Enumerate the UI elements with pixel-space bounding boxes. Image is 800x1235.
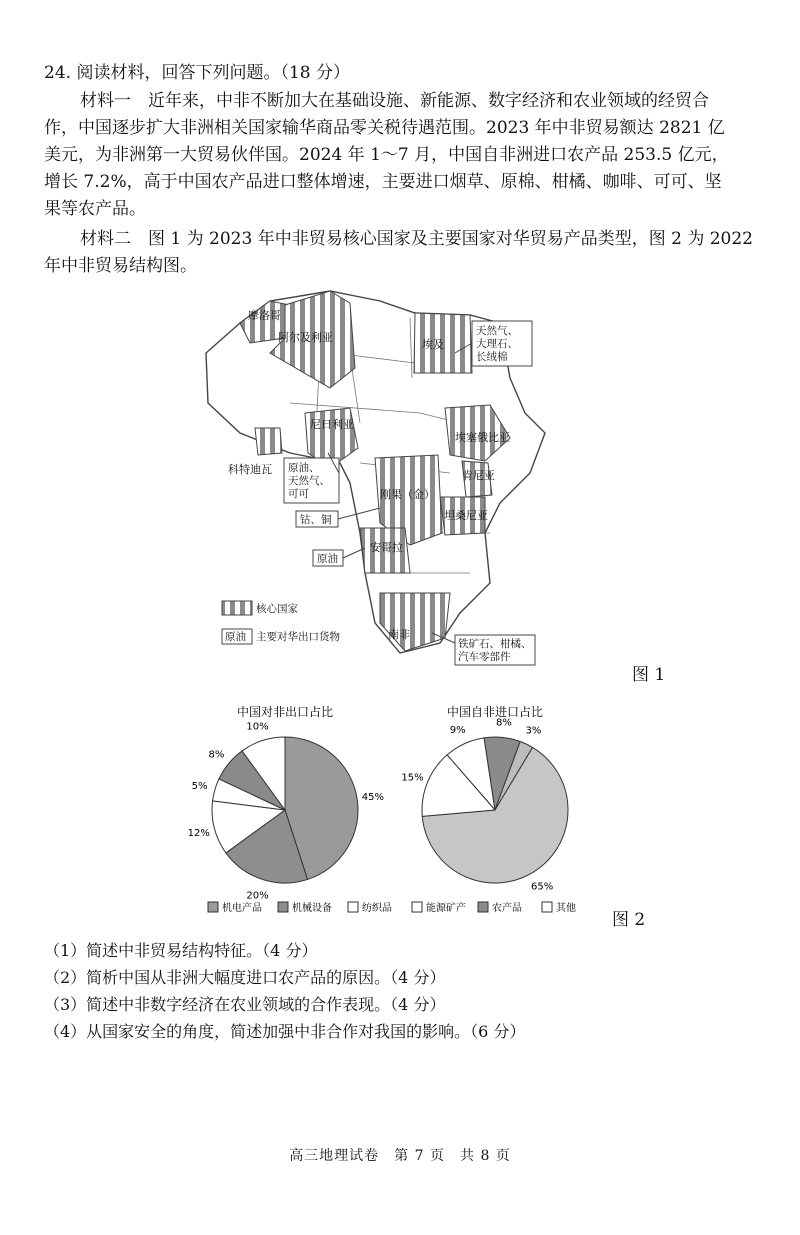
material1-line2: 作，中国逐步扩大非洲相关国家输华商品零关税待遇范围。2023 年中非贸易额达 2821 亿: [44, 118, 725, 138]
label-drc: 刚果（金）: [380, 488, 435, 501]
southafrica-goods-2: 汽车零部件: [458, 651, 511, 663]
legend-swatch-农产品: [478, 902, 488, 912]
legend-label-能源矿产: 能源矿产: [426, 903, 466, 914]
pie-value-label: 15%: [401, 772, 424, 784]
label-tanzania: 坦桑尼亚: [444, 509, 488, 522]
legend-label-纺织品: 纺织品: [362, 903, 392, 914]
legend-core-label: 核心国家: [256, 603, 298, 615]
pie-import: [401, 717, 568, 892]
legend-swatch-纺织品: [348, 902, 358, 912]
figure2-label: 图 2: [612, 910, 646, 930]
legend-swatch-其他: [542, 902, 552, 912]
trade-pie-charts: [180, 700, 600, 925]
southafrica-goods-1: 铁矿石、柑橘、: [458, 638, 532, 650]
nigeria-goods-2: 天然气、: [288, 475, 330, 487]
pie-legend: [208, 901, 576, 914]
pie-value-label: 9%: [449, 725, 466, 737]
material1-line5: 果等农产品。: [44, 199, 146, 219]
legend-label-机电产品: 机电产品: [222, 903, 262, 914]
legend-core-swatch: [222, 601, 252, 615]
pie-value-label: 5%: [191, 781, 208, 793]
figure1-label: 图 1: [632, 665, 666, 685]
sub-question-4: （4）从国家安全的角度，简述加强中非合作对我国的影响。（6 分）: [44, 1022, 526, 1041]
legend-swatch-机电产品: [208, 902, 218, 912]
label-southafrica: 南非: [388, 628, 410, 641]
pie-import-title: 中国自非进口占比: [446, 705, 544, 719]
label-ethiopia: 埃塞俄比亚: [455, 431, 510, 444]
pie-value-label: 3%: [525, 725, 542, 737]
pie-value-label: 20%: [246, 890, 269, 902]
label-egypt: 埃及: [422, 338, 444, 351]
legend-label-机械设备: 机械设备: [292, 903, 332, 914]
drc-goods: 钴、铜: [300, 514, 332, 526]
egypt-goods-1: 天然气、: [476, 325, 518, 337]
pie-export-title: 中国对非出口占比: [236, 705, 334, 719]
pie-value-label: 10%: [246, 721, 269, 733]
legend-swatch-机械设备: [278, 902, 288, 912]
question-header: 24. 阅读材料，回答下列问题。（18 分）: [44, 63, 350, 83]
egypt-goods-3: 长绒棉: [476, 351, 508, 363]
sub-question-2: （2）简析中国从非洲大幅度进口农产品的原因。（4 分）: [44, 968, 446, 987]
material1-line4: 增长 7.2%，高于中国农产品进口整体增速，主要进口烟草、原棉、柑橘、咖啡、可可、坚: [44, 172, 722, 192]
legend-label-农产品: 农产品: [492, 903, 522, 914]
nigeria-goods-3: 可可: [288, 488, 309, 500]
pie-value-label: 12%: [187, 828, 210, 840]
sub-question-3: （3）简述中非数字经济在农业领域的合作表现。（4 分）: [44, 995, 446, 1014]
label-morocco: 摩洛哥: [248, 309, 281, 322]
legend-sample: 原油: [225, 631, 246, 643]
egypt-goods-2: 大理石、: [476, 338, 518, 350]
label-angola: 安哥拉: [370, 541, 403, 554]
material2-line1: 材料二 图 1 为 2023 年中非贸易核心国家及主要国家对华贸易产品类型，图 2 为 2022: [80, 229, 753, 249]
page-footer: 高三地理试卷 第 7 页 共 8 页: [289, 1148, 511, 1164]
legend-label-其他: 其他: [556, 903, 576, 914]
pie-value-label: 45%: [361, 792, 385, 804]
sub-question-1: （1）简述中非贸易结构特征。（4 分）: [44, 941, 318, 960]
legend-exports-label: 主要对华出口货物: [256, 631, 340, 643]
pie-value-label: 8%: [208, 749, 225, 761]
material1-line1: 材料一 近年来，中非不断加大在基础设施、新能源、数字经济和农业领域的经贸合: [80, 91, 709, 111]
legend-swatch-能源矿产: [412, 902, 422, 912]
label-algeria: 阿尔及利亚: [278, 331, 333, 344]
label-cotedivoire: 科特迪瓦: [228, 463, 272, 476]
africa-map: [200, 283, 560, 668]
pie-value-label: 65%: [531, 881, 554, 893]
material2-line2: 年中非贸易结构图。: [44, 256, 197, 276]
angola-goods: 原油: [317, 553, 338, 565]
label-kenya: 肯尼亚: [462, 469, 495, 482]
pie-value-label: 8%: [496, 717, 512, 729]
nigeria-goods-1: 原油、: [288, 462, 320, 474]
pie-export: [188, 721, 384, 901]
material1-line3: 美元，为非洲第一大贸易伙伴国。2024 年 1～7 月，中国自非洲进口农产品 253.5 亿元，: [44, 145, 729, 165]
cotedivoire-region: [255, 428, 282, 455]
label-nigeria: 尼日利亚: [310, 418, 354, 431]
